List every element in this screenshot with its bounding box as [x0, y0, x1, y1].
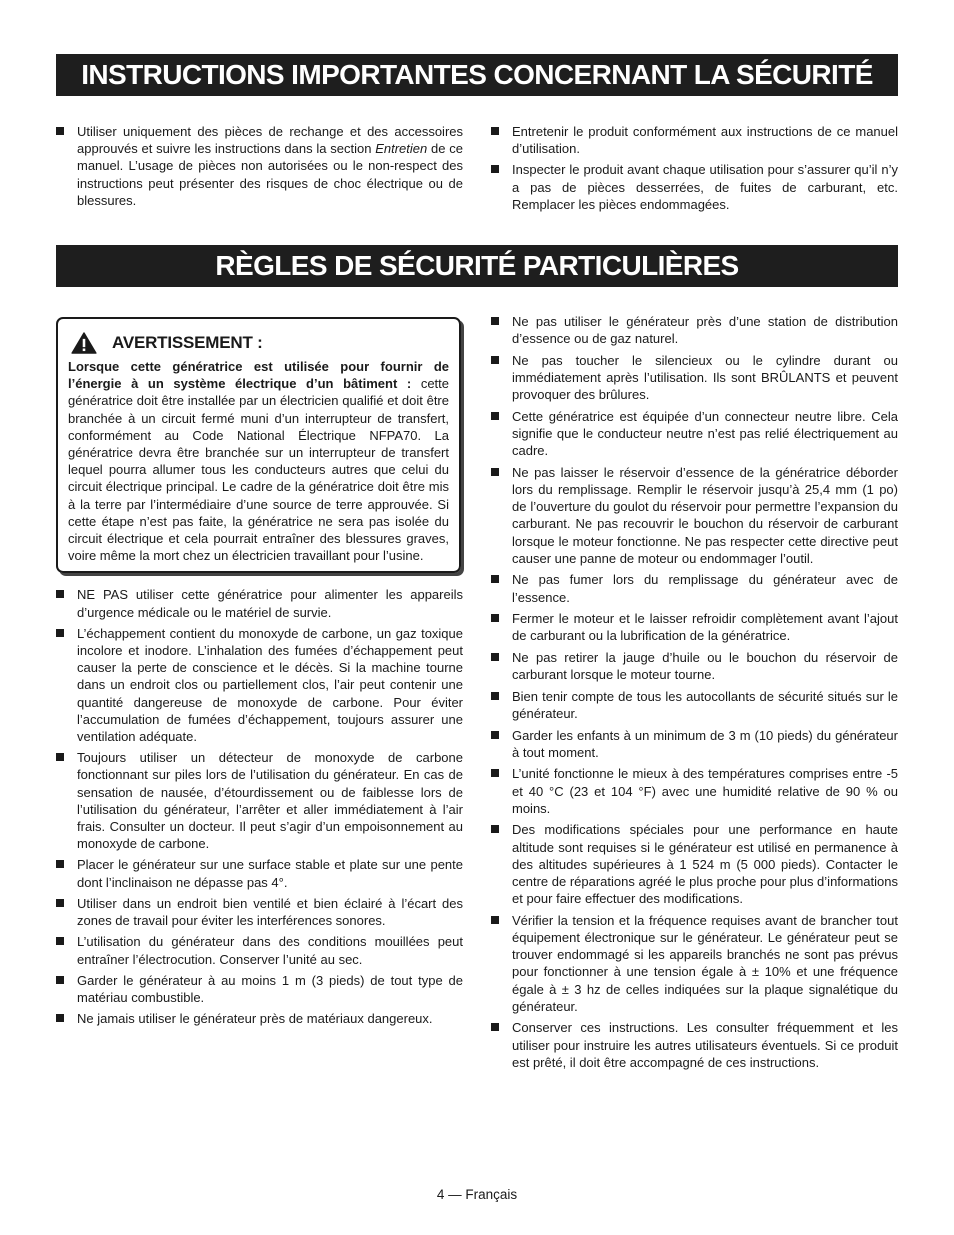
bullet-square-icon: [491, 127, 499, 135]
list-item-text: Ne pas retirer la jauge d’huile ou le bouchon du réservoir de carburant lorsque le moteur tourne.: [512, 650, 898, 683]
warning-header: [68, 332, 449, 354]
list-item-text: Ne pas utiliser le générateur près d’une station de distribution d’essence ou de gaz naturel.: [512, 314, 898, 347]
bullet-square-icon: [491, 317, 499, 325]
list-item: [491, 123, 898, 157]
top-left-column: [56, 123, 463, 213]
bullet-square-icon: [491, 769, 499, 777]
list-item-text: Ne pas laisser le réservoir d’essence de la génératrice déborder lors du remplissage. Remplir le réservoir jusqu’à 25,4 mm (1 po) de l’ouverture du goulot du réservoir pour permettre l’expansion du carburant. Ne pas recouvrir le bouchon du réservoir de carburant lorsque le moteur fonctionne. Ne pas respecter cette directive peut causer une panne de moteur ou endommager l’outil.: [512, 464, 898, 566]
list-item: [56, 895, 463, 929]
list-item: [491, 688, 898, 722]
bullet-square-icon: [491, 412, 499, 420]
list-item-text: Ne pas fumer lors du remplissage du générateur avec de l’essence.: [512, 572, 898, 605]
bottom-right-column: [491, 313, 898, 1075]
bullet-square-icon: [56, 1014, 64, 1022]
list-item-text: Utiliser dans un endroit bien ventilé et bien éclairé à l’écart des zones de travail pour éviter les interférences sonores.: [77, 895, 463, 929]
list-item-text: NE PAS utiliser cette génératrice pour alimenter les appareils d’urgence médicale ou le matériel de survie.: [77, 587, 463, 620]
list-item-text: Cette génératrice est équipée d’un connecteur neutre libre. Cela signifie que le conducteur neutre n’est pas relié électriquement au cadre.: [512, 408, 898, 459]
list-item: [491, 464, 898, 567]
bullet-square-icon: [56, 590, 64, 598]
bullet-square-icon: [491, 165, 499, 173]
list-item: [56, 123, 463, 209]
list-item-text: Conserver ces instructions. Les consulter fréquemment et les utiliser pour instruire les autres utilisateurs éventuels. Si ce produit est prêté, il doit être accompagné de ces instructions.: [512, 1020, 898, 1070]
list-item-text: Des modifications spéciales pour une performance en haute altitude sont requises si le générateur est utilisé en permanence à des altitudes supérieures à 1 524 m (5 000 pieds). Contacter le centre de réparations agréé le plus proche pour plus d’informations et pour faire effectuer des modifications.: [512, 822, 898, 907]
section-banner-important: INSTRUCTIONS IMPORTANTES CONCERNANT LA SÉCURITÉ: [56, 54, 898, 96]
bullet-square-icon: [56, 976, 64, 984]
warning-triangle-icon: [70, 332, 98, 354]
list-item: [56, 972, 463, 1006]
list-item-text: Inspecter le produit avant chaque utilisation pour s’assurer qu’il n’y a pas de pièces desserrées, de fuites de carburant, etc. Remplacer les pièces endommagées.: [512, 162, 898, 212]
bullet-square-icon: [491, 653, 499, 661]
list-item: [491, 610, 898, 644]
warning-body: [68, 358, 449, 564]
list-item-text: Fermer le moteur et le laisser refroidir complètement avant l’ajout de carburant ou la lubrification de la génératrice.: [512, 611, 898, 644]
list-item: [491, 313, 898, 347]
list-item: [491, 765, 898, 817]
warning-box: [56, 317, 461, 573]
list-item-text: Placer le générateur sur une surface stable et plate sur une pente dont l’inclinaison ne dépasse pas 4°.: [77, 857, 463, 890]
list-item-text: L’unité fonctionne le mieux à des températures comprises entre -5 et 40 °C (23 et 104 °F) avec une humidité relative de 90 % ou moins.: [512, 766, 898, 816]
bullet-square-icon: [491, 916, 499, 924]
list-item-text: Garder les enfants à un minimum de 3 m (10 pieds) du générateur à tout moment.: [512, 727, 898, 760]
warning-title: AVERTISSEMENT :: [112, 333, 263, 352]
bullet-square-icon: [491, 356, 499, 364]
bullet-square-icon: [56, 629, 64, 637]
list-item: [56, 625, 463, 745]
list-item: [56, 856, 463, 890]
bullet-square-icon: [56, 899, 64, 907]
list-item: [491, 912, 898, 1015]
item-text-before: Utiliser uniquement des pièces de rechange et des accessoires approuvés et suivre les instructions dans la section: [77, 124, 463, 157]
bullet-square-icon: [491, 468, 499, 476]
item-text-after: de ce manuel. L’usage de pièces non autorisées ou le non-respect des instructions peut présenter des risques de choc électrique ou de blessures.: [77, 141, 463, 208]
bullet-square-icon: [491, 1023, 499, 1031]
list-item-text: Entretenir le produit conformément aux instructions de ce manuel d’utilisation.: [512, 124, 898, 157]
list-item: [56, 749, 463, 852]
bullet-square-icon: [491, 825, 499, 833]
top-right-column: [491, 123, 898, 217]
list-item: [491, 571, 898, 605]
list-item-text: Ne pas toucher le silencieux ou le cylindre durant ou immédiatement après l’utilisation. Ils sont BRÛLANTS et peuvent provoquer des brûlures.: [512, 352, 898, 403]
page-footer: 4 — Français: [436, 1187, 518, 1202]
list-item: [491, 727, 898, 761]
bullet-square-icon: [491, 614, 499, 622]
list-item-text: L’utilisation du générateur dans des conditions mouillées peut entraîner l’électrocution. Conserver l’unité au sec.: [77, 934, 463, 967]
list-item: [491, 821, 898, 907]
list-item-text: L’échappement contient du monoxyde de carbone, un gaz toxique incolore et inodore. L’inhalation des fumées d’échappement peut causer la perte de conscience et le décès. Si la machine tourne dans un endroit clos ou partiellement clos, l’air peut contenir une quantité dangereuse de monoxyde de carbone. Pour éviter l’accumulation de fumées d’échappement, toujours assurer une ventilation adéquate.: [77, 625, 463, 745]
warning-bold-lead: Lorsque cette génératrice est utilisée pour fournir de l’énergie à un système électrique d’un bâtiment :: [68, 359, 449, 392]
list-item-text: Garder le générateur à au moins 1 m (3 pieds) de tout type de matériau combustible.: [77, 972, 463, 1005]
list-item: [491, 649, 898, 683]
bullet-square-icon: [491, 575, 499, 583]
bullet-square-icon: [56, 937, 64, 945]
bullet-square-icon: [56, 860, 64, 868]
list-item-text: Bien tenir compte de tous les autocollants de sécurité situés sur le générateur.: [512, 688, 898, 721]
bullet-square-icon: [491, 731, 499, 739]
bullet-square-icon: [491, 692, 499, 700]
bullet-square-icon: [56, 127, 64, 135]
section-banner-specific: RÈGLES DE SÉCURITÉ PARTICULIÈRES: [56, 245, 898, 287]
list-item-text: Ne jamais utiliser le générateur près de matériaux dangereux.: [77, 1011, 433, 1027]
item-text-emphasis: Entretien: [375, 141, 428, 157]
list-item-text: Vérifier la tension et la fréquence requises avant de brancher tout équipement électronique sur le générateur. Le générateur peut se trouver endommagé si les appareils branchés ne sont pas prévus pour fonctionner à une tension égale à ± 10% et une fréquence égale à ± 3 hz de celles indiquées sur la plaque signalétique du générateur.: [512, 912, 898, 1014]
list-item: [56, 586, 463, 620]
list-item: [56, 933, 463, 967]
list-item: [491, 1019, 898, 1071]
warning-text: cette génératrice doit être installée par un électricien qualifié et doit être branchée à un circuit fermé muni d’un interrupteur de transfert, conformément au Code National Électrique NFPA70. La génératrice devra être branchée sur un interrupteur de transfert lequel pourra allumer tous les conducteurs autres que celui du circuit électrique principal. Le cadre de la génératrice doit être mis à la terre par l’intermédiaire d’une source de terre approuvée. Si cette étape n’est pas faite, la génératrice ne sera pas isolée du circuit électrique et cela pourrait entraîner des blessures graves, voire même la mort chez un électricien travaillant pour l’usine.: [68, 376, 450, 564]
bottom-left-column: [56, 317, 463, 1031]
list-item: [491, 352, 898, 404]
list-item: [56, 1010, 463, 1027]
bullet-square-icon: [56, 753, 64, 761]
list-item-text: Toujours utiliser un détecteur de monoxyde de carbone fonctionnant sur piles lors de l’utilisation du générateur. En cas de sensation de nausée, d’étourdissement ou de faiblesse lors de l’utilisation du générateur, l’arrêter et aller immédiatement à l’air frais. Consulter un docteur. Il peut s’agir d’un empoisonnement au monoxyde de carbone.: [77, 750, 463, 852]
list-item: [491, 408, 898, 460]
list-item: [491, 161, 898, 213]
